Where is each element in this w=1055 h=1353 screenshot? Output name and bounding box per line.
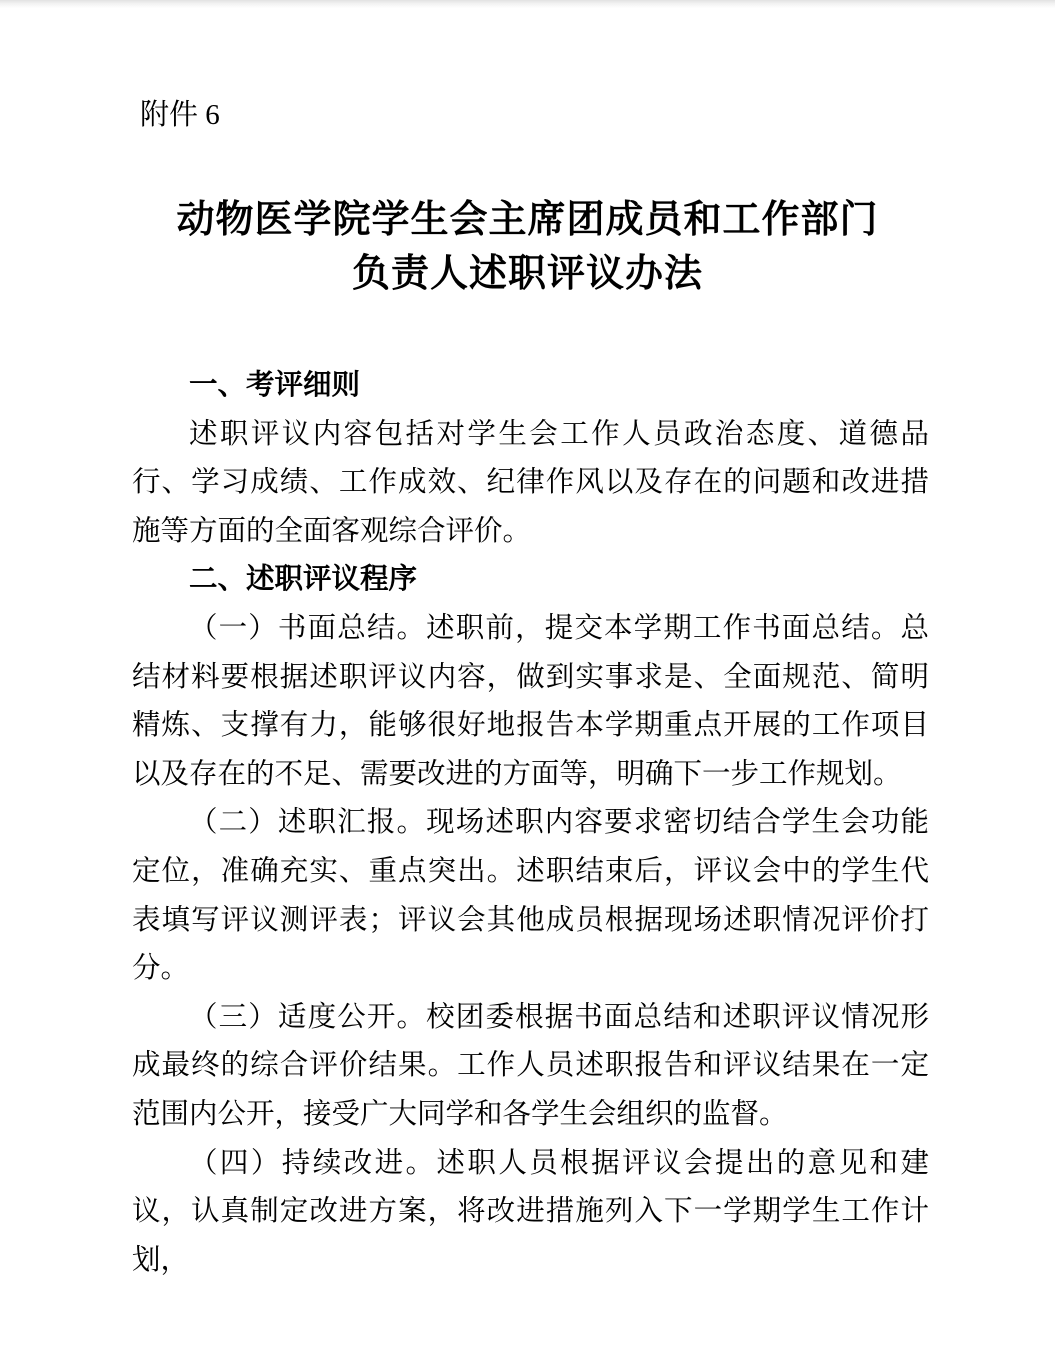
- section-heading-review-procedure: 二、述职评议程序: [189, 564, 418, 596]
- paragraph-written-summary: （一）书面总结。述职前，提交本学期工作书面总结。总结材料要根据述职评议内容，做到实事求是、全面规范、简明精炼、支撑有力，能够很好地报告本学期重点开展的工作项目以及存在的不足、需要改进的方面等，明确下一步工作规划。: [132, 612, 929, 790]
- section-heading-evaluation-rules: 一、考评细则: [189, 370, 361, 401]
- paragraph-moderate-disclosure: （三）适度公开。校团委根据书面总结和述职评议情况形成最终的综合评价结果。工作人员述职报告和评议结果在一定范围内公开，接受广大同学和各学生会组织的监督。: [132, 1001, 929, 1130]
- document-title-line-1: 动物医学院学生会主席团成员和工作部门: [176, 199, 879, 241]
- document-title: [0, 193, 1055, 301]
- paragraph-continuous-improvement: （四）持续改进。述职人员根据评议会提出的意见和建议，认真制定改进方案，将改进措施列入下一学期学生工作计划，: [132, 1147, 929, 1276]
- attachment-label: 附件 6: [140, 99, 220, 131]
- document-body: [132, 362, 929, 1285]
- paragraph-evaluation-content: 述职评议内容包括对学生会工作人员政治态度、道德品行、学习成绩、工作成效、纪律作风以及存在的问题和改进措施等方面的全面客观综合评价。: [132, 418, 929, 547]
- paragraph-onsite-report: （二）述职汇报。现场述职内容要求密切结合学生会功能定位，准确充实、重点突出。述职结束后，评议会中的学生代表填写评议测评表；评议会其他成员根据现场述职情况评价打分。: [132, 807, 929, 985]
- document-title-line-2: 负责人述职评议办法: [351, 253, 703, 295]
- page-edge-shadow: [0, 0, 1055, 8]
